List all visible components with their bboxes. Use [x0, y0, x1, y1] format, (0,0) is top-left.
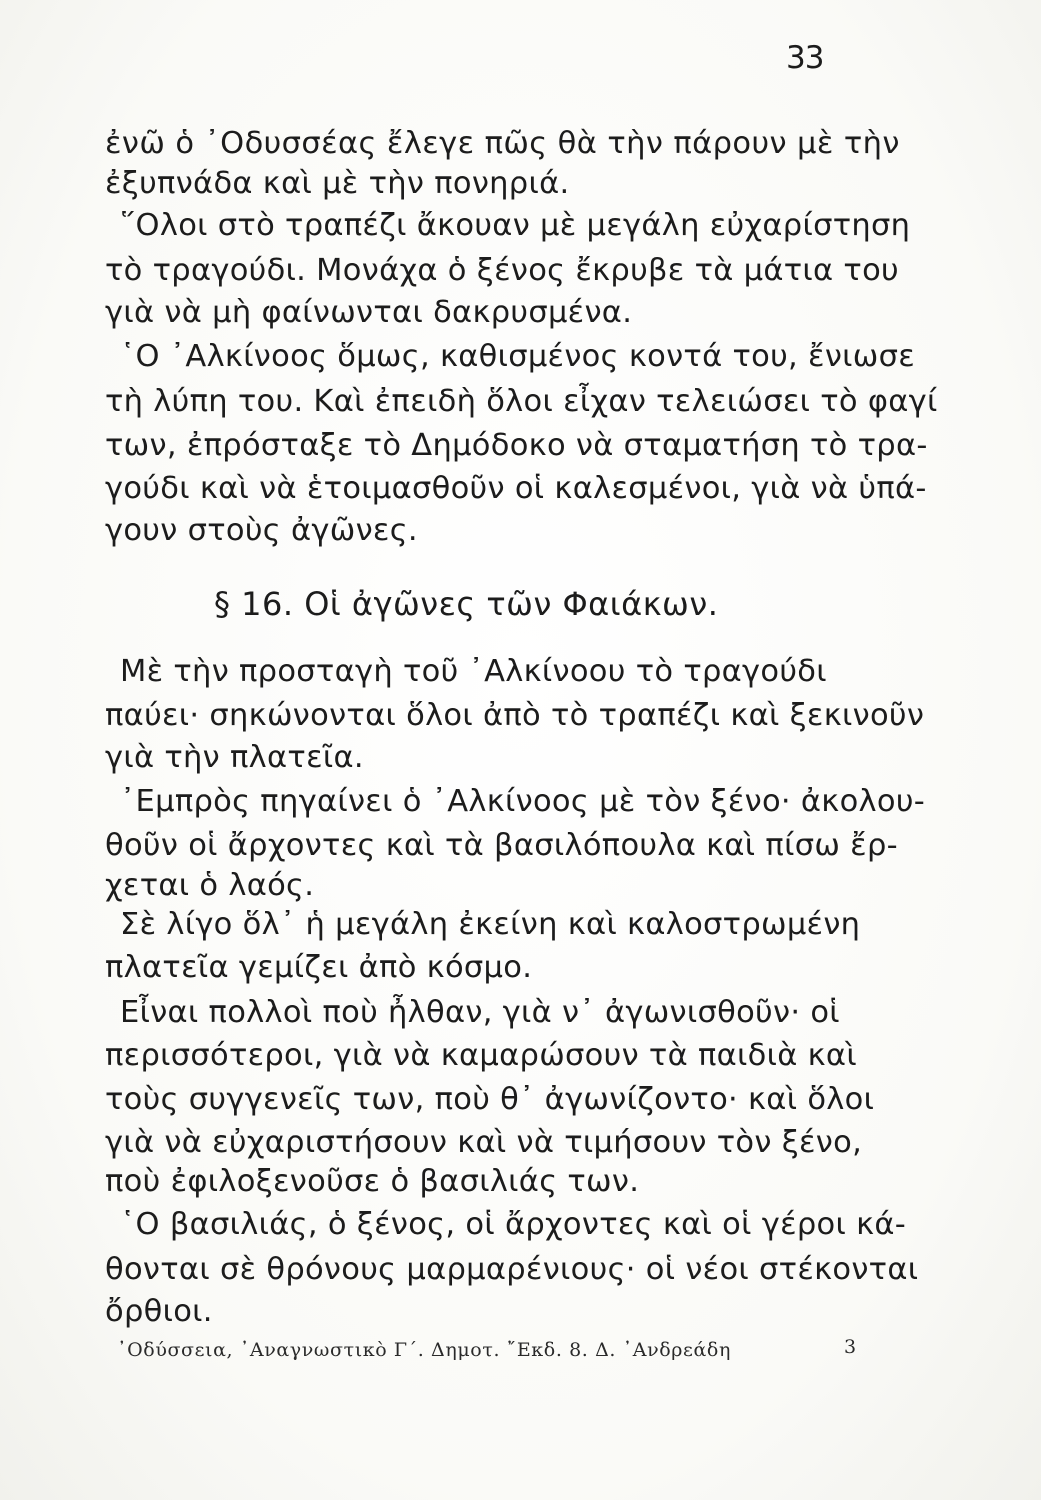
text-line: ᾿Εμπρὸς πηγαίνει ὁ ᾿Αλκίνοος μὲ τὸν ξένο· ἀκολου- — [120, 784, 926, 819]
text-line: γούδι καὶ νὰ ἑτοιμασθοῦν οἱ καλεσμένοι, γιὰ νὰ ὑπά- — [105, 471, 927, 506]
text-line: ὄρθιοι. — [105, 1294, 213, 1329]
text-line: περισσότεροι, γιὰ νὰ καμαρώσουν τὰ παιδιὰ καὶ — [105, 1038, 857, 1073]
signature-mark: 3 — [844, 1336, 857, 1358]
text-line: τὴ λύπη του. Καὶ ἐπειδὴ ὅλοι εἶχαν τελειώσει τὸ φαγί — [105, 384, 938, 419]
text-line: ῾Ο ᾿Αλκίνοος ὅμως, καθισμένος κοντά του, ἔνιωσε — [120, 339, 916, 374]
footer-imprint: ᾿Οδύσσεια, ᾿Αναγνωστικὸ Γ΄. Δημοτ. ῎Εκδ. 8. Δ. ᾿Ανδρεάδη — [117, 1339, 731, 1361]
text-line: ῾Ο βασιλιάς, ὁ ξένος, οἱ ἄρχοντες καὶ οἱ γέροι κά- — [120, 1207, 907, 1242]
text-line: χεται ὁ λαός. — [105, 868, 315, 903]
text-line: πλατεῖα γεμίζει ἀπὸ κόσμο. — [105, 950, 533, 985]
text-line: Σὲ λίγο ὅλ᾿ ἡ μεγάλη ἐκείνη καὶ καλοστρωμένη — [120, 907, 861, 942]
text-line: θοῦν οἱ ἄρχοντες καὶ τὰ βασιλόπουλα καὶ πίσω ἔρ- — [105, 828, 898, 863]
text-line: Εἶναι πολλοὶ ποὺ ἦλθαν, γιὰ ν᾿ ἀγωνισθοῦν· οἱ — [120, 995, 840, 1030]
text-line: γιὰ νὰ εὐχαριστήσουν καὶ νὰ τιμήσουν τὸν ξένο, — [105, 1125, 863, 1160]
text-line: ἐξυπνάδα καὶ μὲ τὴν πονηριά. — [105, 166, 570, 201]
text-line: ποὺ ἐφιλοξενοῦσε ὁ βασιλιάς των. — [105, 1164, 640, 1199]
text-line: θονται σὲ θρόνους μαρμαρένιους· οἱ νέοι στέκονται — [105, 1252, 919, 1287]
text-line: τὸ τραγούδι. Μονάχα ὁ ξένος ἔκρυβε τὰ μάτια του — [105, 253, 899, 288]
text-line: ἐνῶ ὁ ᾿Οδυσσέας ἔλεγε πῶς θὰ τὴν πάρουν μὲ τὴν — [105, 126, 900, 161]
text-line: γουν στοὺς ἀγῶνες. — [105, 513, 418, 548]
text-line: Μὲ τὴν προσταγὴ τοῦ ᾿Αλκίνοου τὸ τραγούδι — [120, 654, 827, 689]
text-line: γιὰ τὴν πλατεῖα. — [105, 740, 364, 775]
page-number: 33 — [786, 40, 824, 76]
text-line: παύει· σηκώνονται ὅλοι ἀπὸ τὸ τραπέζι καὶ ξεκινοῦν — [105, 698, 925, 733]
text-line: τοὺς συγγενεῖς των, ποὺ θ᾿ ἀγωνίζοντο· καὶ ὅλοι — [105, 1082, 875, 1117]
text-line: των, ἐπρόσταξε τὸ Δημόδοκο νὰ σταματήση τὸ τρα- — [105, 428, 928, 463]
text-line: ῞Ολοι στὸ τραπέζι ἄκουαν μὲ μεγάλη εὐχαρίστηση — [120, 208, 911, 243]
text-line: γιὰ νὰ μὴ φαίνωνται δακρυσμένα. — [105, 295, 633, 330]
section-heading: § 16. Οἱ ἀγῶνες τῶν Φαιάκων. — [214, 585, 719, 623]
